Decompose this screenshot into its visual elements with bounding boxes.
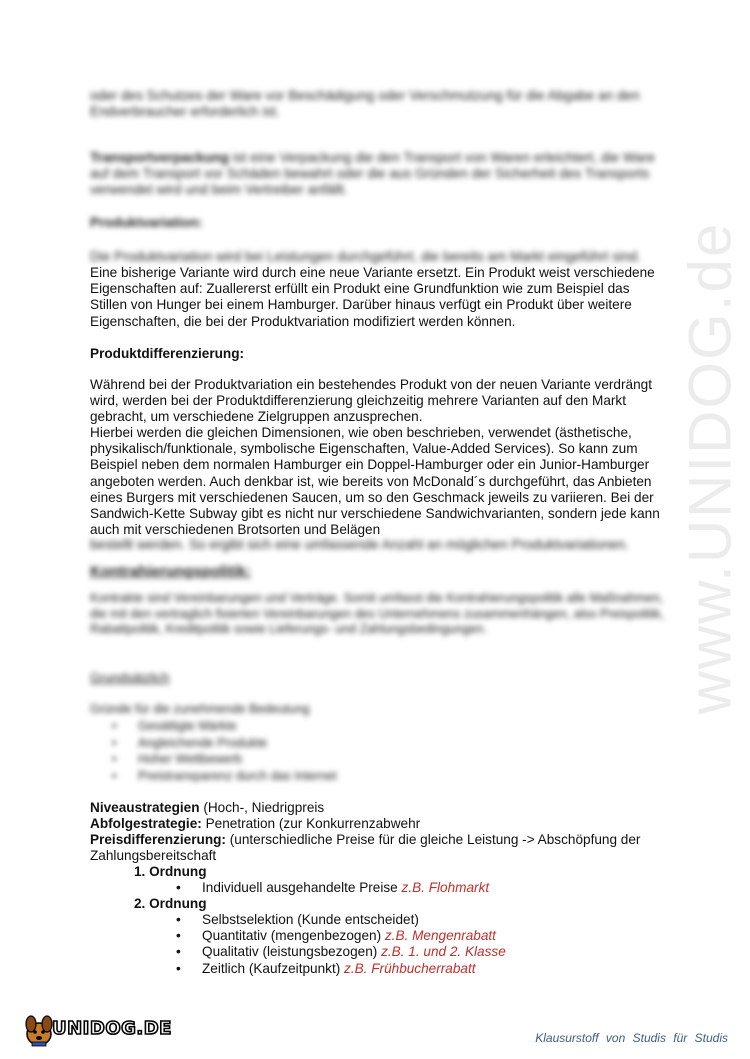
logo-text: UNIDOG.DE (52, 1018, 172, 1039)
niveau-line (90, 800, 665, 816)
dog-icon (22, 1012, 56, 1048)
order1-list (176, 880, 656, 896)
order2-list (176, 912, 656, 977)
list-item (176, 928, 656, 944)
item-text: Selbstselektion (Kunde entscheidet) (202, 912, 419, 927)
list-item: • Gesättigte Märkte (112, 718, 512, 735)
unidog-logo[interactable] (22, 1012, 172, 1048)
differenzierung-paragraph-2: Hierbei werden die gleichen Dimensionen, wie oben beschrieben, verwendet (ästhetische, physikalisch/funktionale, symbolische Eigenschaften, Value-Added Services). So kann zum Beispiel neben dem normalen Hamburger ein Doppel-Hamburger oder ein Junior-Hamburger angeboten werden. Auch denkbar ist, wie bereits von McDonald´s durchgeführt, das Anbieten eines Burgers mit verschiedenen Saucen, um so den Geschmack jeweils zu variieren. Bei der Sandwich-Kette Subway gibt es nicht nur verschiedene Sandwichvarianten, sondern jede kann auch mit verschiedenen Brotsorten und Belägen (90, 425, 660, 538)
preisdifferenzierung-text: (unterschiedliche Preise für die gleiche Leistung -> Abschöpfung der Zahlungsbereitschaft (90, 832, 641, 864)
differenzierung-blurred-end: bestellt werden. So ergibt sich eine umfassende Anzahl an möglichen Produktvariationen. (90, 537, 629, 552)
item-text: Quantitativ (mengenbezogen) (202, 928, 385, 944)
heading-kontrahierungspolitik: Kontrahierungspolitik: (90, 563, 251, 580)
niveau-text: (Hoch-, Niedrigpreis (199, 800, 325, 815)
item-example: z.B. 1. und 2. Klasse (381, 944, 506, 960)
heading-produktdifferenzierung: Produktdifferenzierung: (90, 346, 245, 361)
transport-term: Transportverpackung (90, 150, 229, 165)
heading-grundsaetzlich: Grundsätzlich (90, 670, 170, 685)
list-item (176, 912, 656, 928)
item-example: z.B. Frühbucherrabatt (344, 960, 476, 976)
list-item: • Preistransparenz durch das Internet (112, 768, 512, 785)
heading-produktvariation: Produktvariation: (90, 215, 203, 230)
footer-claim: Klausurstoff von Studis für Studis (535, 1031, 728, 1045)
blurred-paragraph-2 (90, 150, 665, 199)
abfolge-line (90, 816, 665, 832)
differenzierung-paragraph-1: Während bei der Produktvariation ein bestehendes Produkt von der neuen Variante verdrängt wird, werden bei der Produktdifferenzierung gleichzeitig mehrere Varianten auf den Markt gebracht, um verschiedene Zielgruppen anzusprechen. (90, 377, 652, 425)
item-text: Individuell ausgehandelte Preise (202, 880, 402, 895)
blurred-paragraph-1: oder des Schutzes der Ware vor Beschädigung oder Verschmutzung für die Abgabe an den Endverbraucher erforderlich ist. (90, 88, 640, 120)
list-item: • Hoher Wettbewerb (112, 751, 512, 768)
abfolge-text: Penetration (zur Konkurrenzabwehr (201, 816, 421, 831)
gruende-list (112, 718, 512, 784)
item-text: Zeitlich (Kaufzeitpunkt) (202, 960, 345, 976)
variation-paragraph: Eine bisherige Variante wird durch eine neue Variante ersetzt. Ein Produkt weist verschiedene Eigenschaften auf: Zuallererst erfüllt ein Produkt eine Grundfunktion wie zum Beispiel das Stillen von Hunger bei einem Hamburger. Darüber hinaus verfügt ein Produkt über weitere Eigenschaften, die bei der Produktvariation modifiziert werden können. (90, 265, 655, 329)
kontrahierung-paragraph: Kontrakte sind Vereinbarungen und Verträge. Somit umfasst die Kontrahierungspolitik alle Maßnahmen, die mit den vertraglich fixierten Vereinbarungen des Unternehmens zusammenhängen, also Preispolitik, Rabattpolitik, Kreditpolitik sowie Lieferungs- und Zahlungsbedingungen. (90, 591, 664, 636)
list-item (176, 944, 656, 960)
list-item: • Angleichende Produkte (112, 735, 512, 752)
item-example: z.B. Flohmarkt (401, 880, 490, 895)
order2-label: 2. Ordnung (134, 896, 207, 911)
preisdifferenzierung-label: Preisdifferenzierung: (90, 832, 226, 847)
list-item (176, 880, 656, 896)
gruende-intro: Gründe für die zunehmende Bedeutung (90, 702, 310, 716)
abfolge-label: Abfolgestrategie: (90, 816, 202, 831)
list-item (176, 961, 656, 977)
preisdifferenzierung-line (90, 832, 665, 864)
transport-definition: ist eine Verpackung die den Transport von Waren erleichtert, die Ware auf dem Transport vor Schäden bewahrt oder die aus Gründen der Sicherheit des Transports verwendet wird und beim Vertreiber anfällt. (90, 150, 655, 198)
watermark: www.UNIDOG.de (676, 221, 744, 715)
order1-label: 1. Ordnung (134, 864, 207, 879)
item-text: Qualitativ (leistungsbezogen) (202, 944, 382, 960)
item-example: z.B. Mengenrabatt (384, 928, 496, 944)
blurred-variation-line: Die Produktvariation wird bei Leistungen durchgeführt, die bereits am Markt eingeführt sind. (90, 249, 641, 264)
niveau-label: Niveaustrategien (90, 800, 200, 815)
